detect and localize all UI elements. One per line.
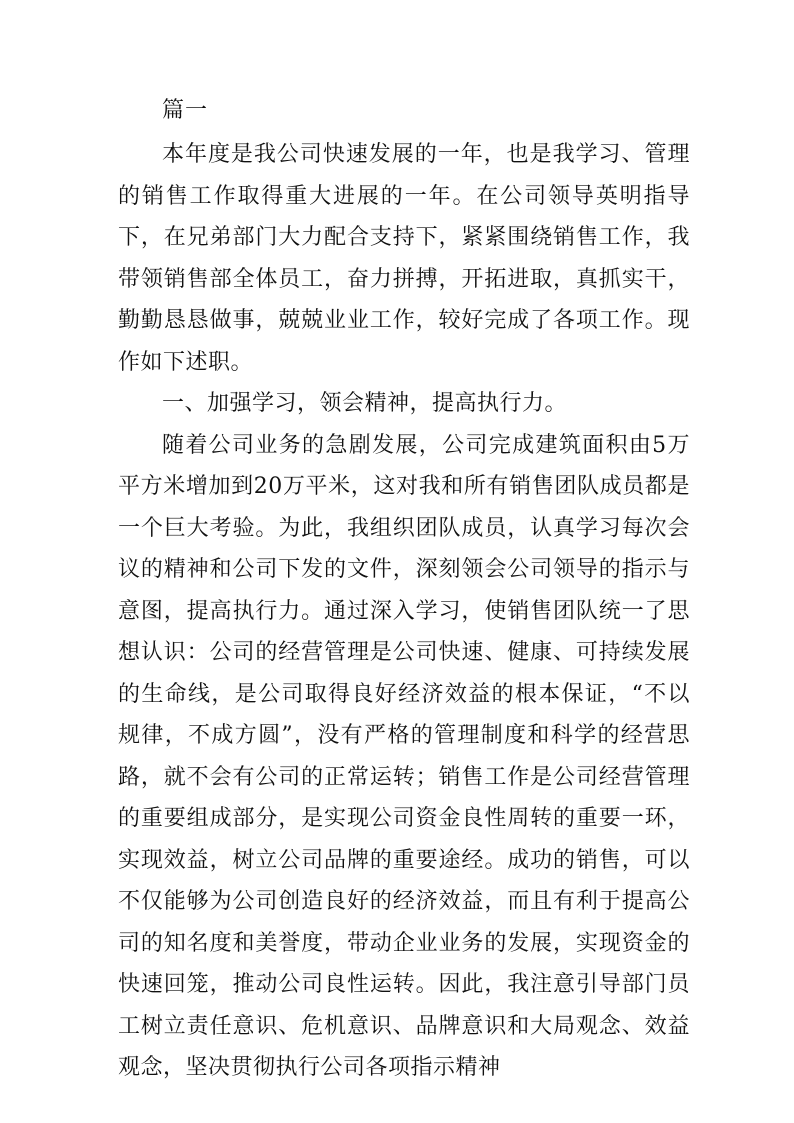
paragraph-body: 随着公司业务的急剧发展，公司完成建筑面积由5万平方米增加到20万平米，这对我和所有销售团队成员都是一个巨大考验。为此，我组织团队成员，认真学习每次会议的精神和公司下发的文件，深刻领会公司领导的指示与意图，提高执行力。通过深入学习，使销售团队统一了思想认识：公司的经营管理是公司快速、健康、可持续发展的生命线，是公司取得良好经济效益的根本保证，“不以规律，不成方圆”，没有严格的管理制度和科学的经营思路，就不会有公司的正常运转；销售工作是公司经营管理的重要组成部分，是实现公司资金良性周转的重要一环，实现效益，树立公司品牌的重要途经。成功的销售，可以不仅能够为公司创造良好的经济效益，而且有利于提高公司的知名度和美誉度，带动企业业务的发展，实现资金的快速回笼，推动公司良性运转。因此，我注意引导部门员工树立责任意识、危机意识、品牌意识和大局观念、效益观念，坚决贯彻执行公司各项指示精神 — [118, 432, 690, 1080]
section-title: 篇一 — [162, 98, 209, 123]
document-page — [118, 92, 690, 1089]
paragraph-intro: 本年度是我公司快速发展的一年，也是我学习、管理的销售工作取得重大进展的一年。在公司领导英明指导下，在兄弟部门大力配合支持下，紧紧围绕销售工作，我带领销售部全体员工，奋力拼搏，开拓进取，真抓实干，勤勤恳恳做事，兢兢业业工作，较好完成了各项工作。现作如下述职。 — [118, 142, 690, 375]
paragraph-subheading: 一、加强学习，领会精神，提高执行力。 — [162, 391, 568, 416]
